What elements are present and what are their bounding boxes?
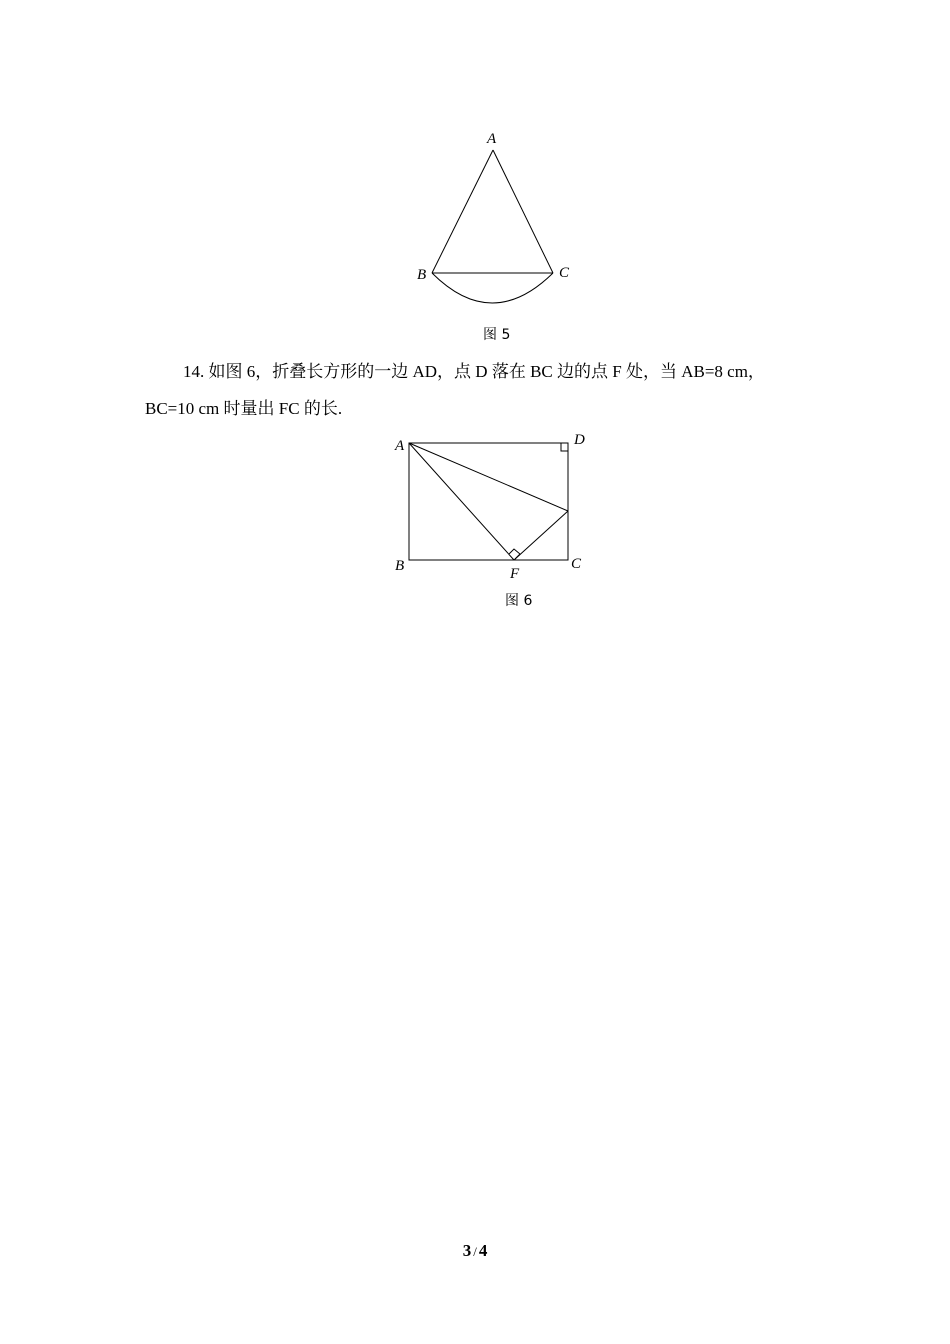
label-f: F [510,566,520,582]
segment-fe [514,511,568,560]
page-number [0,1241,950,1261]
label-d: D [574,432,585,448]
figure-5 [400,120,600,320]
label-c: C [571,556,582,572]
figure-6-caption: 图 6 [505,593,533,609]
right-angle-mark-d [561,443,568,451]
label-b: B [395,558,405,574]
right-angle-mark-f [509,549,520,559]
figure-5-caption: 图 5 [483,327,511,343]
edge-ac [493,150,553,273]
total-pages: 4 [478,1241,488,1260]
segment-af [409,443,514,560]
figure-5-diagram [400,120,600,320]
edge-ab [432,150,493,273]
figure-6 [390,425,590,585]
page-separator: / [473,1244,477,1259]
fold-line-ae [409,443,568,511]
label-b: B [417,267,427,283]
rectangle-abcd [409,443,568,560]
label-c: C [559,265,570,281]
figure-6-diagram [390,425,590,585]
label-a: A [487,131,497,147]
arc-bc [432,273,553,303]
problem-14-line-2: BC=10 cm 时量出 FC 的长. [145,399,343,418]
current-page: 3 [462,1241,472,1260]
label-a: A [395,438,405,454]
problem-14-line-1: 14. 如图 6，折叠长方形的一边 AD，点 D 落在 BC 边的点 F 处，当 AB=8 cm， [183,362,765,381]
